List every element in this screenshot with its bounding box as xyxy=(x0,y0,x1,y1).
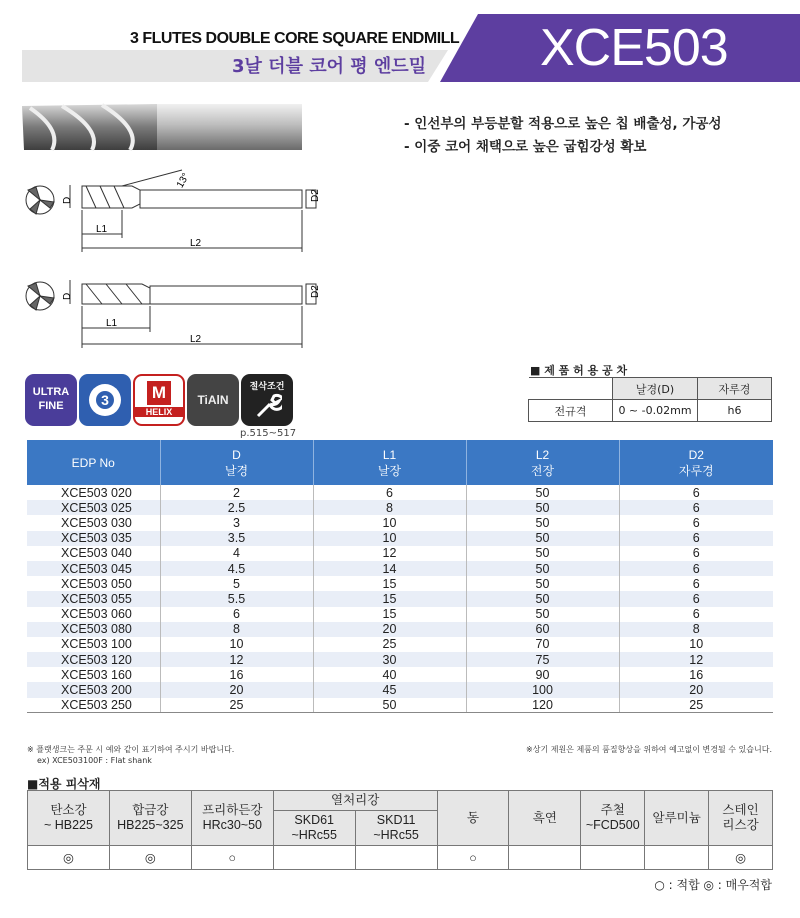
table-cell: 12 xyxy=(619,652,773,667)
material-header: 스테인 리스강 xyxy=(709,791,773,846)
svg-text:D2: D2 xyxy=(310,189,321,202)
table-cell: XCE503 160 xyxy=(27,667,160,682)
ultra-fine-icon: ULTRA FINE xyxy=(25,374,77,426)
material-mark xyxy=(581,846,645,870)
table-cell: 2.5 xyxy=(160,500,313,515)
material-header: 탄소강 ~ HB225 xyxy=(28,791,110,846)
material-header-heat: 열처리강 xyxy=(273,791,437,811)
header-l2: L2 전장 xyxy=(466,440,619,485)
table-cell: 8 xyxy=(619,622,773,637)
table-cell: 6 xyxy=(692,607,700,622)
table-row xyxy=(27,607,773,622)
svg-text:L1: L1 xyxy=(106,318,118,329)
note-spec-change: ※상기 제원은 제품의 품질향상을 위하여 예고없이 변경될 수 있습니다. xyxy=(526,745,772,754)
table-cell: XCE503 060 xyxy=(27,607,160,622)
table-cell: 5 xyxy=(160,576,313,591)
materials-title: ■적용 피삭재 xyxy=(27,777,101,791)
table-cell: 50 xyxy=(466,591,619,606)
table-row xyxy=(27,531,773,546)
legend: ○ : 적합 ◎ : 매우적합 xyxy=(654,878,772,892)
table-cell: 10 xyxy=(313,531,466,546)
table-cell: 25 xyxy=(313,637,466,652)
table-cell: 6 xyxy=(692,576,700,591)
table-row xyxy=(27,576,773,591)
table-cell: 20 xyxy=(160,682,313,697)
table-cell: 10 xyxy=(160,637,313,652)
three-flutes-icon xyxy=(79,374,131,426)
table-row xyxy=(27,682,773,697)
table-cell: 6 xyxy=(313,485,466,500)
table-row xyxy=(27,667,773,682)
table-cell: 6 xyxy=(692,515,700,530)
table-row xyxy=(27,500,773,515)
material-header: 흑연 xyxy=(509,791,581,846)
table-row xyxy=(27,637,773,652)
svg-text:3: 3 xyxy=(101,392,109,408)
material-mark: ○ xyxy=(437,846,509,870)
table-cell: XCE503 055 xyxy=(27,591,160,606)
table-cell: 8 xyxy=(313,500,466,515)
table-cell: 50 xyxy=(466,500,619,515)
table-cell: 25 xyxy=(619,698,773,713)
table-cell: 6 xyxy=(692,546,700,561)
table-cell: 50 xyxy=(466,576,619,591)
tialn-coating-icon: TiAlN xyxy=(187,374,239,426)
table-cell: 50 xyxy=(466,485,619,500)
svg-text:L2: L2 xyxy=(190,334,202,345)
table-cell: 50 xyxy=(466,546,619,561)
table-cell: 6 xyxy=(619,561,773,576)
table-row xyxy=(27,515,773,530)
table-cell: XCE503 080 xyxy=(27,622,160,637)
table-cell: 50 xyxy=(466,561,619,576)
table-cell: 16 xyxy=(689,667,704,682)
table-cell: 10 xyxy=(313,515,466,530)
material-mark xyxy=(509,846,581,870)
table-cell: 30 xyxy=(313,652,466,667)
table-cell: 45 xyxy=(313,682,466,697)
wrench-icon xyxy=(252,392,282,420)
tool-photo xyxy=(22,100,307,155)
table-cell: 15 xyxy=(313,607,466,622)
page-reference[interactable]: p.515~517 xyxy=(240,428,297,439)
product-title-ko: 3날 더블 코어 평 엔드밀 xyxy=(232,56,427,77)
header-d2: D2 자루경 xyxy=(619,440,773,485)
svg-text:D2: D2 xyxy=(310,285,321,298)
table-cell: 16 xyxy=(160,667,313,682)
material-header: SKD61 ~HRc55 xyxy=(273,811,355,846)
table-cell: 4.5 xyxy=(160,561,313,576)
table-row xyxy=(27,698,773,713)
material-header: 동 xyxy=(437,791,509,846)
table-cell: 50 xyxy=(466,607,619,622)
table-cell: 6 xyxy=(619,531,773,546)
table-cell: 6 xyxy=(619,500,773,515)
material-mark: ◎ xyxy=(28,846,110,870)
header-edp: EDP No xyxy=(27,440,160,485)
product-title-en: 3 FLUTES DOUBLE CORE SQUARE ENDMILL xyxy=(130,30,460,47)
table-cell: 100 xyxy=(466,682,619,697)
angle-label: 13° xyxy=(174,171,192,190)
table-cell: 120 xyxy=(466,698,619,713)
table-cell: 5.5 xyxy=(160,591,313,606)
spec-table xyxy=(27,440,773,713)
svg-text:D: D xyxy=(62,196,73,204)
header-l1: L1 날장 xyxy=(313,440,466,485)
table-cell: 3 xyxy=(160,515,313,530)
table-cell: 15 xyxy=(313,576,466,591)
table-cell: 8 xyxy=(160,622,313,637)
material-mark xyxy=(273,846,355,870)
material-header: 합금강 HB225~325 xyxy=(109,791,191,846)
materials-table xyxy=(27,790,773,870)
material-header: SKD11 ~HRc55 xyxy=(355,811,437,846)
table-row xyxy=(27,546,773,561)
table-cell: 4 xyxy=(160,546,313,561)
product-code: XCE503 xyxy=(540,19,728,77)
table-cell: XCE503 025 xyxy=(27,500,160,515)
table-cell: XCE503 030 xyxy=(27,515,160,530)
table-cell: XCE503 045 xyxy=(27,561,160,576)
material-header: 주철 ~FCD500 xyxy=(581,791,645,846)
table-cell: 50 xyxy=(313,698,466,713)
table-cell: 20 xyxy=(619,682,773,697)
material-header: 알루미늄 xyxy=(645,791,709,846)
table-cell: XCE503 250 xyxy=(27,698,160,713)
svg-text:L1: L1 xyxy=(96,224,108,235)
table-cell: 2 xyxy=(160,485,313,500)
note-example: ex) XCE503100F : Flat shank xyxy=(37,756,152,765)
table-cell: 40 xyxy=(313,667,466,682)
table-cell: XCE503 120 xyxy=(27,652,160,667)
table-cell: 6 xyxy=(619,591,773,606)
table-cell: 75 xyxy=(466,652,619,667)
dimension-drawing-2 xyxy=(22,268,332,353)
table-cell: 14 xyxy=(313,561,466,576)
svg-text:L2: L2 xyxy=(190,238,202,249)
helix-icon: M HELIX xyxy=(133,374,185,426)
feature-2: - 이중 코어 채택으로 높은 굽힘강성 확보 xyxy=(404,139,647,155)
table-row xyxy=(27,652,773,667)
table-cell: 12 xyxy=(160,652,313,667)
material-mark: ◎ xyxy=(109,846,191,870)
table-cell: XCE503 040 xyxy=(27,546,160,561)
table-cell: 6 xyxy=(160,607,313,622)
svg-text:D: D xyxy=(62,292,73,300)
table-cell: XCE503 050 xyxy=(27,576,160,591)
table-cell: XCE503 100 xyxy=(27,637,160,652)
material-mark xyxy=(645,846,709,870)
table-cell: XCE503 200 xyxy=(27,682,160,697)
dimension-drawing-1 xyxy=(22,160,332,260)
note-flat-shank: ※ 플랫생크는 주문 시 예와 같이 표기하여 주시기 바랍니다. xyxy=(27,745,235,754)
feature-1: - 인선부의 부등분할 적용으로 높은 칩 배출성, 가공성 xyxy=(404,116,722,132)
material-mark xyxy=(355,846,437,870)
table-row xyxy=(27,485,773,500)
table-row xyxy=(27,591,773,606)
header-d: D 날경 xyxy=(160,440,313,485)
table-cell: 10 xyxy=(689,637,704,652)
table-cell: XCE503 020 xyxy=(27,485,160,500)
material-mark: ○ xyxy=(191,846,273,870)
table-cell: 3.5 xyxy=(160,531,313,546)
table-cell: 90 xyxy=(466,667,619,682)
material-header: 프리하든강 HRc30~50 xyxy=(191,791,273,846)
cutting-condition-icon[interactable]: 절삭조건 xyxy=(241,374,293,426)
table-cell: 12 xyxy=(313,546,466,561)
table-cell: 70 xyxy=(466,637,619,652)
material-mark: ◎ xyxy=(709,846,773,870)
tolerance-table: 날경(D) 자루경 전규격 0 ~ -0.02mm h6 xyxy=(528,377,772,422)
table-cell: 20 xyxy=(313,622,466,637)
table-cell: 50 xyxy=(466,515,619,530)
table-cell: 50 xyxy=(466,531,619,546)
tolerance-title: ■ 제 품 허 용 공 차 xyxy=(530,364,628,377)
table-cell: 60 xyxy=(466,622,619,637)
table-cell: 6 xyxy=(692,485,700,500)
table-cell: XCE503 035 xyxy=(27,531,160,546)
table-row xyxy=(27,561,773,576)
table-cell: 25 xyxy=(160,698,313,713)
table-cell: 15 xyxy=(313,591,466,606)
table-row xyxy=(27,622,773,637)
